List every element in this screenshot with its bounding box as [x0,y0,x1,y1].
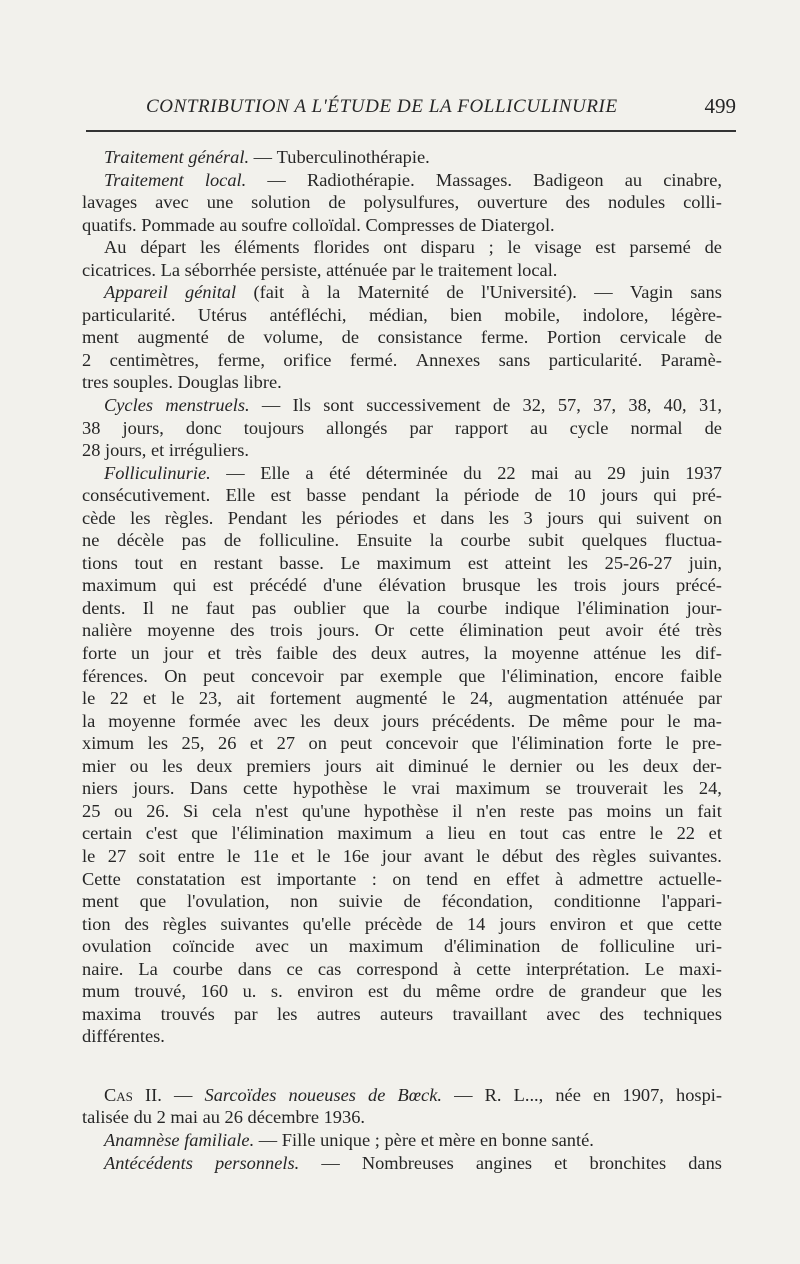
text-line: Appareil génital (fait à la Maternité de l'Université). — Vagin sans [104,282,722,303]
text-line: tions tout en restant basse. Le maximum est atteint les 25-26-27 juin, [82,552,722,573]
text-line: cède les règles. Pendant les périodes et dans les 3 jours qui suivent on [82,507,722,528]
text-line: le 22 et le 23, ait fortement augmenté le 24, augmentation atténuée par [82,688,722,709]
text-line: quatifs. Pommade au soufre colloïdal. Compresses de Diatergol. [82,214,555,235]
text-line: nalière moyenne des trois jours. Or cette élimination peut avoir été très [82,620,722,641]
text-line: tres souples. Douglas libre. [82,372,282,393]
text-line: 38 jours, donc toujours allongés par rapport au cycle normal de [82,417,722,438]
text-line: férences. On peut concevoir par exemple que l'élimination, encore faible [82,665,722,686]
paragraph-local-treatment [82,169,722,237]
text-line: maximum qui est précédé d'une élévation brusque les trois jours précé- [82,575,722,596]
text-line: lavages avec une solution de polysulfures, ouverture des nodules colli- [82,192,722,213]
text-line: la moyenne formée avec les deux jours précédents. De même pour le ma- [82,710,722,731]
paragraph-family-history [82,1129,722,1152]
text-line: certain c'est que l'élimination maximum a lieu en tout cas entre le 22 et [82,823,722,844]
header-rule [86,130,736,132]
paragraph-personal-history [82,1152,722,1175]
text-line: maxima trouvés par les autres auteurs travaillant avec des techniques [82,1003,722,1024]
paragraph-genital-apparatus [82,281,722,394]
page-number: 499 [704,94,736,118]
paragraph-case-2 [82,1084,722,1129]
text-line: consécutivement. Elle est basse pendant la période de 10 jours qui pré- [82,485,722,506]
text-line: Cycles menstruels. — Ils sont successivement de 32, 57, 37, 38, 40, 31, [104,395,722,416]
text-line: ment augmenté de volume, de consistance ferme. Portion cervicale de [82,327,722,348]
section-gap [82,1048,722,1084]
text-line: Traitement général. — Tuberculinothérapie. [104,147,430,167]
text-line: 28 jours, et irréguliers. [82,440,250,461]
text-line: particularité. Utérus antéfléchi, médian, bien mobile, indolore, légère- [82,304,722,325]
text-line: Cette constatation est importante : on tend en effet à admettre actuelle- [82,868,722,889]
text-line: mier ou les deux premiers jours ait diminué le dernier ou les deux der- [82,755,722,776]
paragraph-folliculinuria [82,462,722,1048]
text-line: naire. La courbe dans ce cas correspond à cette interprétation. Le maxi- [82,958,722,979]
text-line: ment que l'ovulation, non suivie de fécondation, conditionne l'appari- [82,891,722,912]
text-line: le 27 soit entre le 11e et le 16e jour avant le début des règles suivantes. [82,845,722,866]
text-line: Traitement local. — Radiothérapie. Massages. Badigeon au cinabre, [104,169,722,190]
text-line: cicatrices. La séborrhée persiste, atténuée par le traitement local. [82,259,558,280]
paragraph-departure [82,236,722,281]
case-2-heading-line: Cas II. — Sarcoïdes noueuses de Bœck. — R. L..., née en 1907, hospi- [104,1084,722,1105]
text-line: Folliculinurie. — Elle a été déterminée du 22 mai au 29 juin 1937 [104,462,722,483]
page-header [86,96,736,130]
paragraph-general-treatment [82,146,722,169]
text-line: niers jours. Dans cette hypothèse le vrai maximum se trouverait les 24, [82,778,722,799]
running-title: CONTRIBUTION A L'ÉTUDE DE LA FOLLICULINURIE [146,96,618,117]
text-line: ovulation coïncide avec un maximum d'élimination de folliculine uri- [82,936,722,957]
text-line: mum trouvé, 160 u. s. environ est du même ordre de grandeur que les [82,981,722,1002]
text-line: talisée du 2 mai au 26 décembre 1936. [82,1107,365,1128]
text-line: ne décèle pas de folliculine. Ensuite la courbe subit quelques fluctua- [82,530,722,551]
text-line: Anamnèse familiale. — Fille unique ; père et mère en bonne santé. [104,1129,594,1150]
paragraph-menstrual-cycles [82,394,722,462]
text-line: Au départ les éléments florides ont disparu ; le visage est parsemé de [104,237,722,258]
text-line: forte un jour et très faible des deux autres, la moyenne atténue les dif- [82,643,722,664]
text-line: dents. Il ne faut pas oublier que la courbe indique l'élimination jour- [82,597,722,618]
text-line: tion des règles suivantes qu'elle précède de 14 jours environ et que cette [82,913,722,934]
text-line: 2 centimètres, ferme, orifice fermé. Annexes sans particularité. Paramè- [82,349,722,370]
text-line: 25 ou 26. Si cela n'est qu'une hypothèse il n'en reste pas moins un fait [82,800,722,821]
text-line: différentes. [82,1026,165,1047]
body-text [82,146,722,1174]
text-line: ximum les 25, 26 et 27 on peut concevoir que l'élimination forte le pre- [82,733,722,754]
text-line: Antécédents personnels. — Nombreuses angines et bronchites dans [104,1152,722,1173]
